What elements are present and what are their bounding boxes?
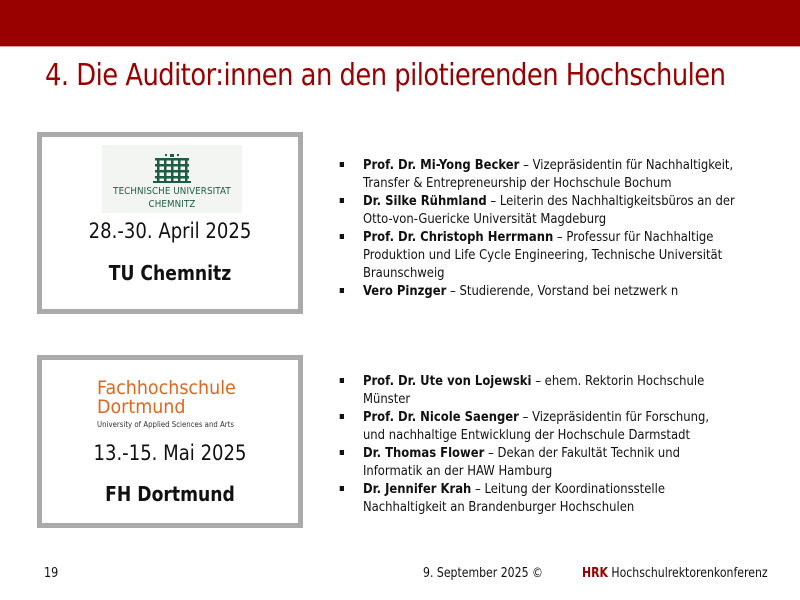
audit-place: FH Dortmund bbox=[105, 482, 235, 506]
hrk-abbr: HRK bbox=[582, 566, 609, 581]
auditor-role-cont: und nachhaltige Entwicklung der Hochschule Darmstadt bbox=[362, 427, 691, 443]
auditor-name: Vero Pinzger bbox=[362, 283, 447, 299]
fh-logo-subtitle: University of Applied Sciences and Arts bbox=[97, 420, 235, 429]
footer-org-logo bbox=[582, 566, 768, 581]
auditor-role: – Leiterin des Nachhaltigkeitsbüros an der bbox=[486, 193, 735, 209]
fh-dortmund-logo bbox=[97, 379, 257, 429]
fh-logo-line2: Dortmund bbox=[97, 396, 186, 418]
audit-date: 13.-15. Mai 2025 bbox=[93, 441, 247, 465]
fh-logo-line1: Fachhochschule bbox=[97, 377, 236, 399]
bullet-icon bbox=[340, 414, 344, 419]
auditor-list-tu-chemnitz bbox=[338, 156, 778, 300]
audit-date: 28.-30. April 2025 bbox=[88, 219, 252, 243]
auditor-role-cont: Produktion und Life Cycle Engineering, Technische Universität bbox=[362, 247, 723, 263]
page-number: 19 bbox=[44, 566, 59, 581]
auditor-role: – Professur für Nachhaltige bbox=[553, 229, 714, 245]
auditor-role-cont: Otto-von-Guericke Universität Magdeburg bbox=[362, 211, 607, 227]
header-divider bbox=[0, 46, 800, 47]
footer-date: 9. September 2025 © bbox=[423, 566, 543, 581]
list-item bbox=[338, 192, 784, 228]
list-item bbox=[338, 156, 784, 192]
header-bar bbox=[0, 0, 800, 46]
list-item bbox=[338, 444, 784, 480]
auditor-role: – Studierende, Vorstand bei netzwerk n bbox=[446, 283, 679, 299]
auditor-name: Prof. Dr. Mi-Yong Becker bbox=[362, 157, 520, 173]
bullet-icon bbox=[340, 198, 344, 203]
auditor-role: – Leitung der Koordinationsstelle bbox=[471, 481, 665, 497]
auditor-role: – ehem. Rektorin Hochschule bbox=[531, 373, 705, 389]
auditor-role-cont: Münster bbox=[362, 391, 411, 407]
auditor-name: Dr. Jennifer Krah bbox=[362, 481, 472, 497]
auditor-name: Prof. Dr. Nicole Saenger bbox=[362, 409, 519, 425]
bullet-icon bbox=[340, 378, 344, 383]
auditor-role-cont: Informatik an der HAW Hamburg bbox=[362, 463, 553, 479]
bullet-icon bbox=[340, 234, 344, 239]
auditor-role-cont: Braunschweig bbox=[362, 265, 445, 281]
auditor-name: Dr. Silke Rühmland bbox=[362, 193, 487, 209]
auditor-list-fh-dortmund bbox=[338, 372, 778, 516]
auditor-role-cont: Nachhaltigkeit an Brandenburger Hochschulen bbox=[362, 499, 635, 515]
tu-chemnitz-logo bbox=[102, 145, 242, 213]
list-item bbox=[338, 480, 784, 516]
bullet-icon bbox=[340, 288, 344, 293]
tu-chemnitz-building-icon bbox=[153, 154, 191, 184]
page-title: 4. Die Auditor:innen an den pilotierenden Hochschulen bbox=[45, 58, 726, 93]
audit-place: TU Chemnitz bbox=[108, 261, 232, 285]
list-item bbox=[338, 282, 784, 300]
bullet-icon bbox=[340, 486, 344, 491]
auditor-name: Prof. Dr. Christoph Herrmann bbox=[362, 229, 554, 245]
bullet-icon bbox=[340, 450, 344, 455]
bullet-icon bbox=[340, 162, 344, 167]
tu-logo-text-line1: TECHNISCHE UNIVERSITÄT bbox=[113, 186, 231, 197]
auditor-role-cont: Transfer & Entrepreneurship der Hochschule Bochum bbox=[362, 175, 672, 191]
list-item bbox=[338, 372, 784, 408]
university-card-fh-dortmund bbox=[37, 355, 303, 528]
org-name: Hochschulrektorenkonferenz bbox=[611, 566, 768, 581]
auditor-name: Dr. Thomas Flower bbox=[362, 445, 485, 461]
list-item bbox=[338, 408, 784, 444]
auditor-role: – Vizepräsidentin für Forschung, bbox=[518, 409, 710, 425]
list-item bbox=[338, 228, 784, 282]
auditor-role: – Dekan der Fakultät Technik und bbox=[484, 445, 680, 461]
university-card-tu-chemnitz bbox=[37, 132, 303, 314]
auditor-name: Prof. Dr. Ute von Lojewski bbox=[362, 373, 532, 389]
tu-logo-text-line2: CHEMNITZ bbox=[148, 199, 196, 210]
auditor-role: – Vizepräsidentin für Nachhaltigkeit, bbox=[519, 157, 734, 173]
